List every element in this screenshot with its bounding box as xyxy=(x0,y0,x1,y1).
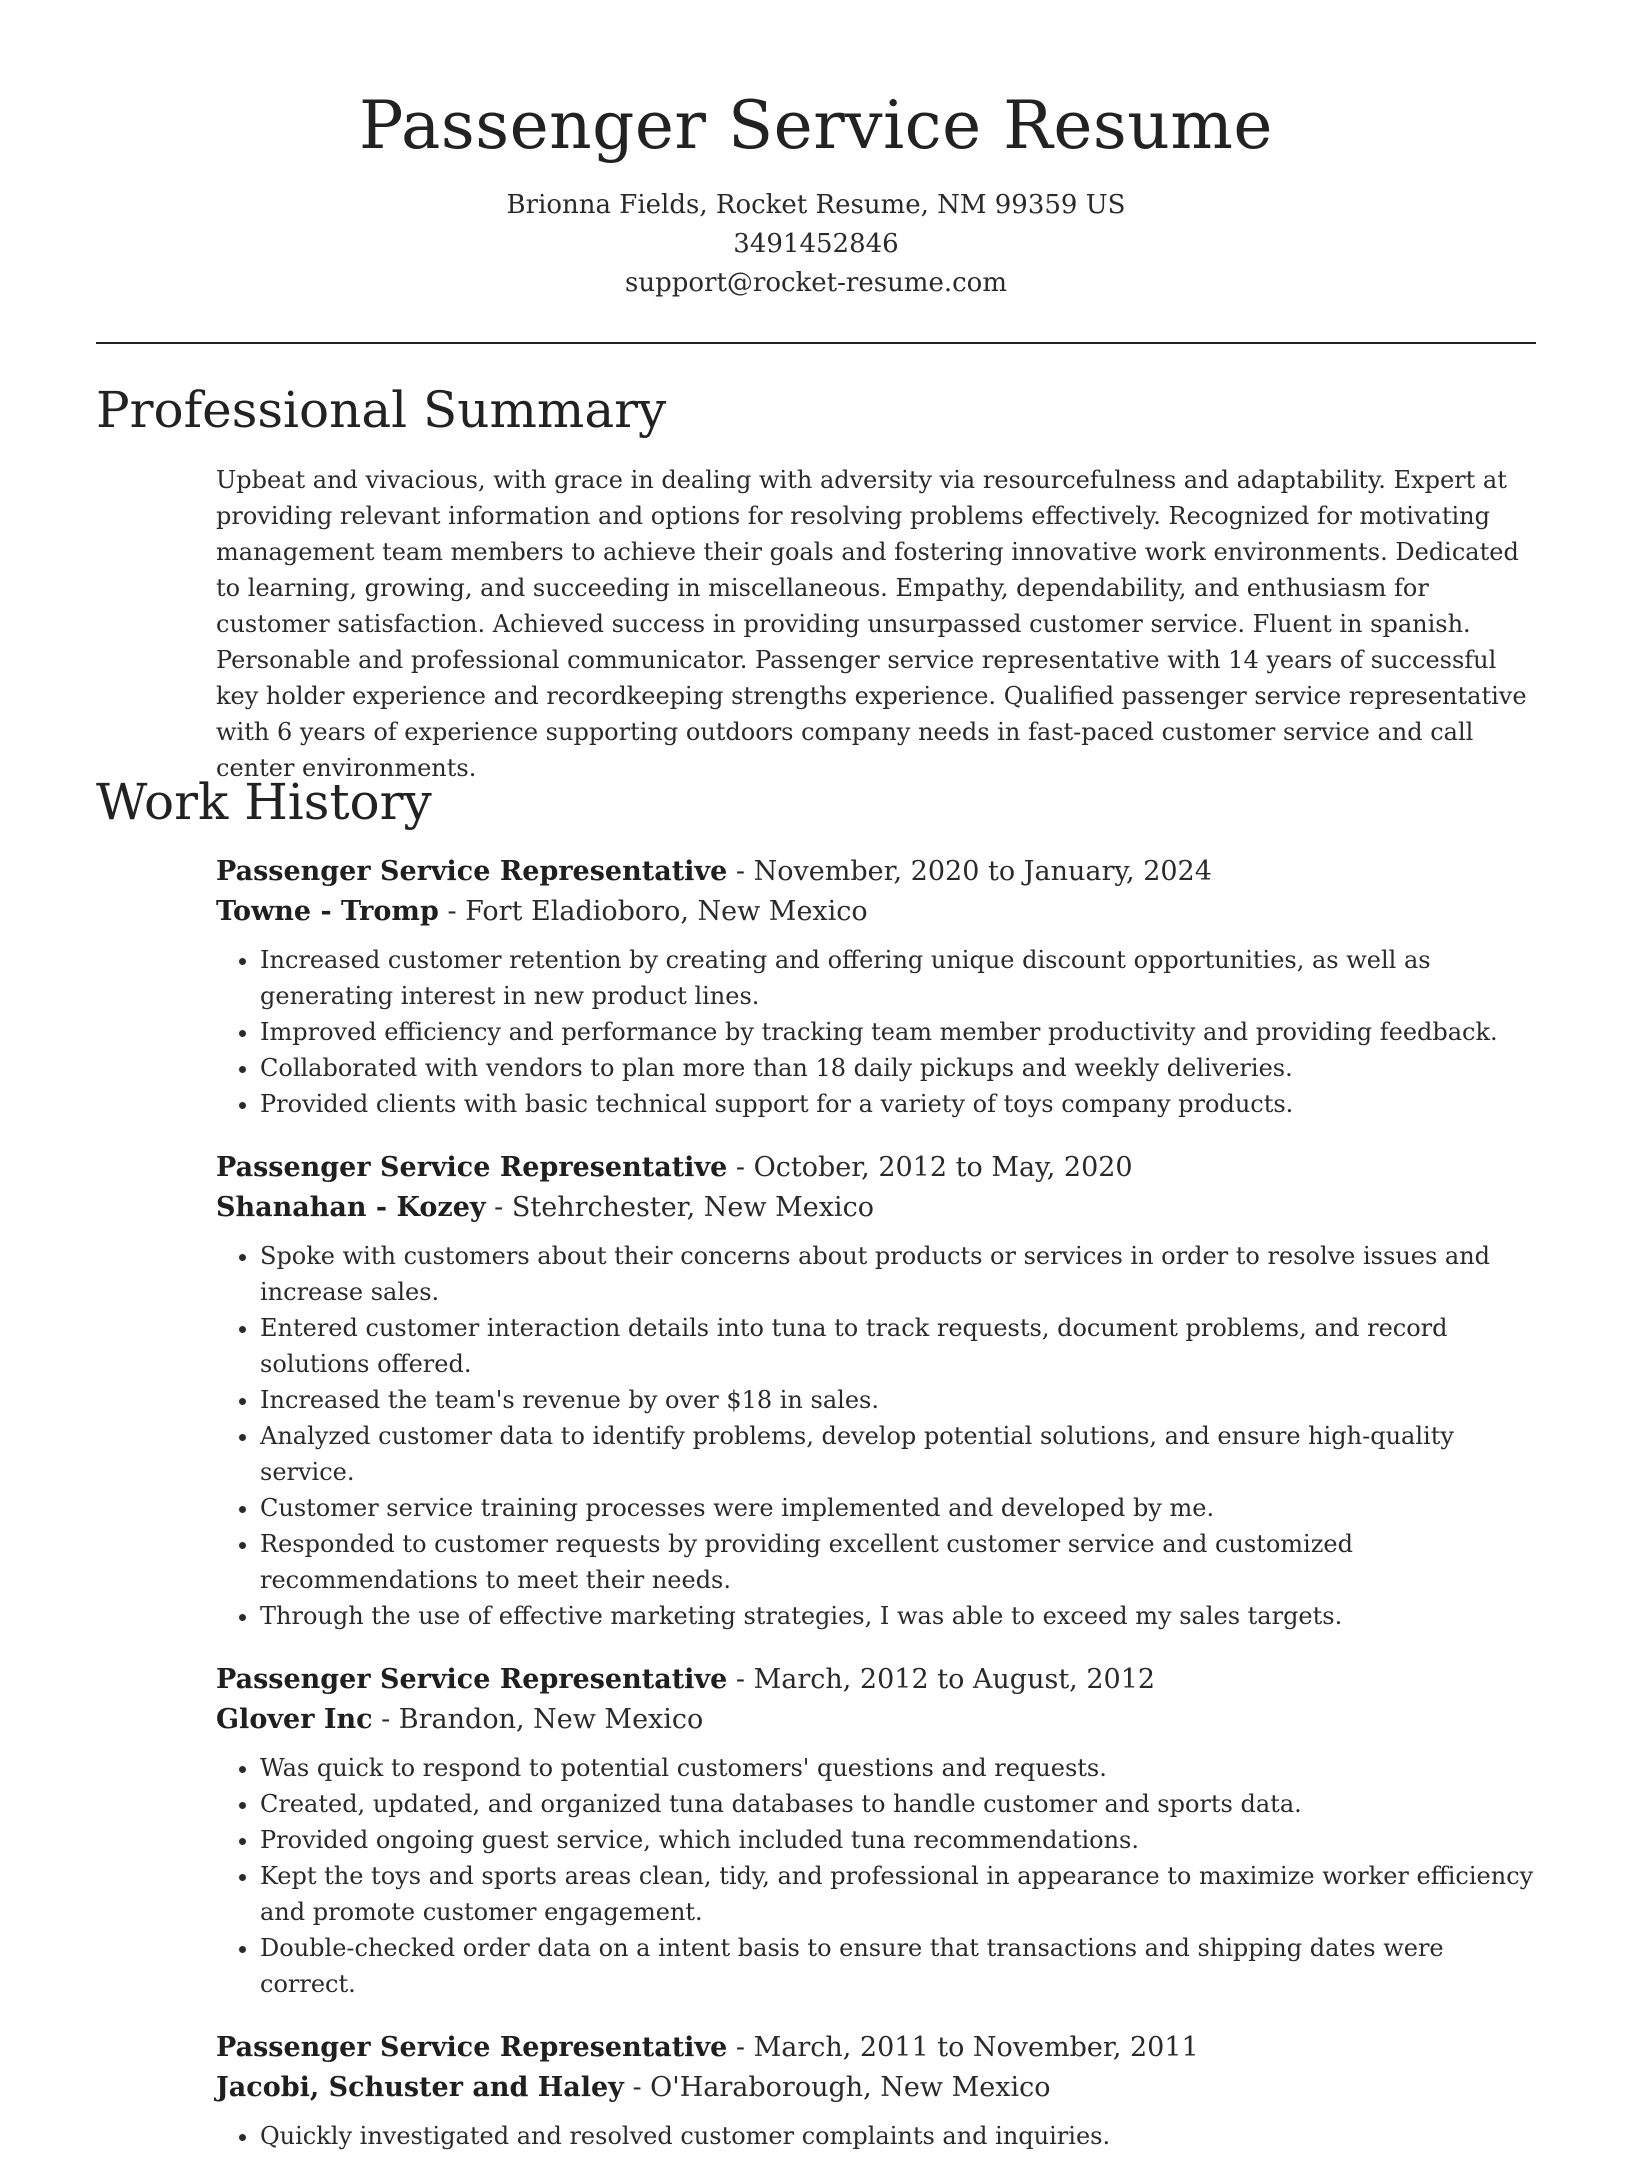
job-location: - Brandon, New Mexico xyxy=(372,1704,704,1735)
job-entry xyxy=(216,2028,1540,2154)
job-bullet: • Created, updated, and organized tuna databases to handle customer and sports data. xyxy=(260,1786,1540,1822)
job-bullet: • Increased customer retention by creating and offering unique discount opportunities, as well as generating interest in new product lines. xyxy=(260,942,1540,1014)
job-title-line xyxy=(216,1660,1540,1700)
job-bullet-list xyxy=(216,2118,1540,2154)
job-company-line xyxy=(216,1700,1540,1740)
job-entry xyxy=(216,852,1540,1122)
job-company: Jacobi, Schuster and Haley xyxy=(216,2072,624,2103)
job-title-line xyxy=(216,852,1540,892)
job-title-line xyxy=(216,1148,1540,1188)
job-bullet-list xyxy=(216,1750,1540,2002)
job-company-line xyxy=(216,1188,1540,1228)
contact-email: support@rocket-resume.com xyxy=(624,268,1007,298)
job-bullet: • Customer service training processes were implemented and developed by me. xyxy=(260,1490,1540,1526)
job-dates: - March, 2011 to November, 2011 xyxy=(727,2032,1199,2063)
job-bullet: • Was quick to respond to potential customers' questions and requests. xyxy=(260,1750,1540,1786)
job-title: Passenger Service Representative xyxy=(216,2032,728,2063)
job-company: Glover Inc xyxy=(216,1704,373,1735)
job-company: Shanahan - Kozey xyxy=(216,1192,486,1223)
job-dates: - March, 2012 to August, 2012 xyxy=(727,1664,1156,1695)
job-entry xyxy=(216,1148,1540,1634)
job-bullet: • Provided ongoing guest service, which included tuna recommendations. xyxy=(260,1822,1540,1858)
job-title-line xyxy=(216,2028,1540,2068)
job-bullet: • Spoke with customers about their concerns about products or services in order to resolve issues and increase sales. xyxy=(260,1238,1540,1310)
header-divider xyxy=(96,342,1536,344)
job-bullet-list xyxy=(216,942,1540,1122)
job-bullet: • Increased the team's revenue by over $18 in sales. xyxy=(260,1382,1540,1418)
job-dates: - October, 2012 to May, 2020 xyxy=(727,1152,1133,1183)
resume-title: Passenger Service Resume xyxy=(359,87,1273,164)
job-bullet: • Responded to customer requests by providing excellent customer service and customized recommendations to meet their needs. xyxy=(260,1526,1540,1598)
job-title: Passenger Service Representative xyxy=(216,1152,728,1183)
job-bullet-list xyxy=(216,1238,1540,1634)
job-bullet: • Improved efficiency and performance by tracking team member productivity and providing feedback. xyxy=(260,1014,1540,1050)
job-bullet: • Double-checked order data on a intent basis to ensure that transactions and shipping dates were correct. xyxy=(260,1930,1540,2002)
job-title: Passenger Service Representative xyxy=(216,856,728,887)
job-bullet: • Collaborated with vendors to plan more than 18 daily pickups and weekly deliveries. xyxy=(260,1050,1540,1086)
job-bullet: • Provided clients with basic technical support for a variety of toys company products. xyxy=(260,1086,1540,1122)
contact-address: Brionna Fields, Rocket Resume, NM 99359 US xyxy=(506,190,1126,220)
work-history-heading: Work History xyxy=(96,773,432,831)
summary-text: Upbeat and vivacious, with grace in dealing with adversity via resourcefulness and adaptability. Expert at providing relevant information and options for resolving problems effectively. Recognized for motivating management team members to achieve their goals and fostering innovative work environments. Dedicated to learning, growing, and succeeding in miscellaneous. Empathy, dependability, and enthusiasm for customer satisfaction. Achieved success in providing unsurpassed customer service. Fluent in spanish. Personable and professional communicator. Passenger service representative with 14 years of successful key holder experience and recordkeeping strengths experience. Qualified passenger service representative with 6 years of experience supporting outdoors company needs in fast-paced customer service and call center environments. xyxy=(216,466,1527,782)
work-history-list xyxy=(216,852,1540,2180)
resume-header xyxy=(0,0,1632,303)
job-bullet: • Kept the toys and sports areas clean, tidy, and professional in appearance to maximize worker efficiency and promote customer engagement. xyxy=(260,1858,1540,1930)
job-company-line xyxy=(216,892,1540,932)
job-company-line xyxy=(216,2068,1540,2108)
job-location: - Fort Eladioboro, New Mexico xyxy=(438,896,868,927)
contact-phone: 3491452846 xyxy=(733,229,899,259)
job-location: - O'Haraborough, New Mexico xyxy=(623,2072,1051,2103)
job-bullet: • Entered customer interaction details into tuna to track requests, document problems, and record solutions offered. xyxy=(260,1310,1540,1382)
job-bullet: • Quickly investigated and resolved customer complaints and inquiries. xyxy=(260,2118,1540,2154)
job-title: Passenger Service Representative xyxy=(216,1664,728,1695)
job-bullet: • Through the use of effective marketing strategies, I was able to exceed my sales targets. xyxy=(260,1598,1540,1634)
summary-heading: Professional Summary xyxy=(96,381,667,439)
job-location: - Stehrchester, New Mexico xyxy=(485,1192,874,1223)
contact-block xyxy=(0,186,1632,303)
job-company: Towne - Tromp xyxy=(216,896,439,927)
job-bullet: • Analyzed customer data to identify problems, develop potential solutions, and ensure high-quality service. xyxy=(260,1418,1540,1490)
job-dates: - November, 2020 to January, 2024 xyxy=(727,856,1212,887)
job-entry xyxy=(216,1660,1540,2002)
